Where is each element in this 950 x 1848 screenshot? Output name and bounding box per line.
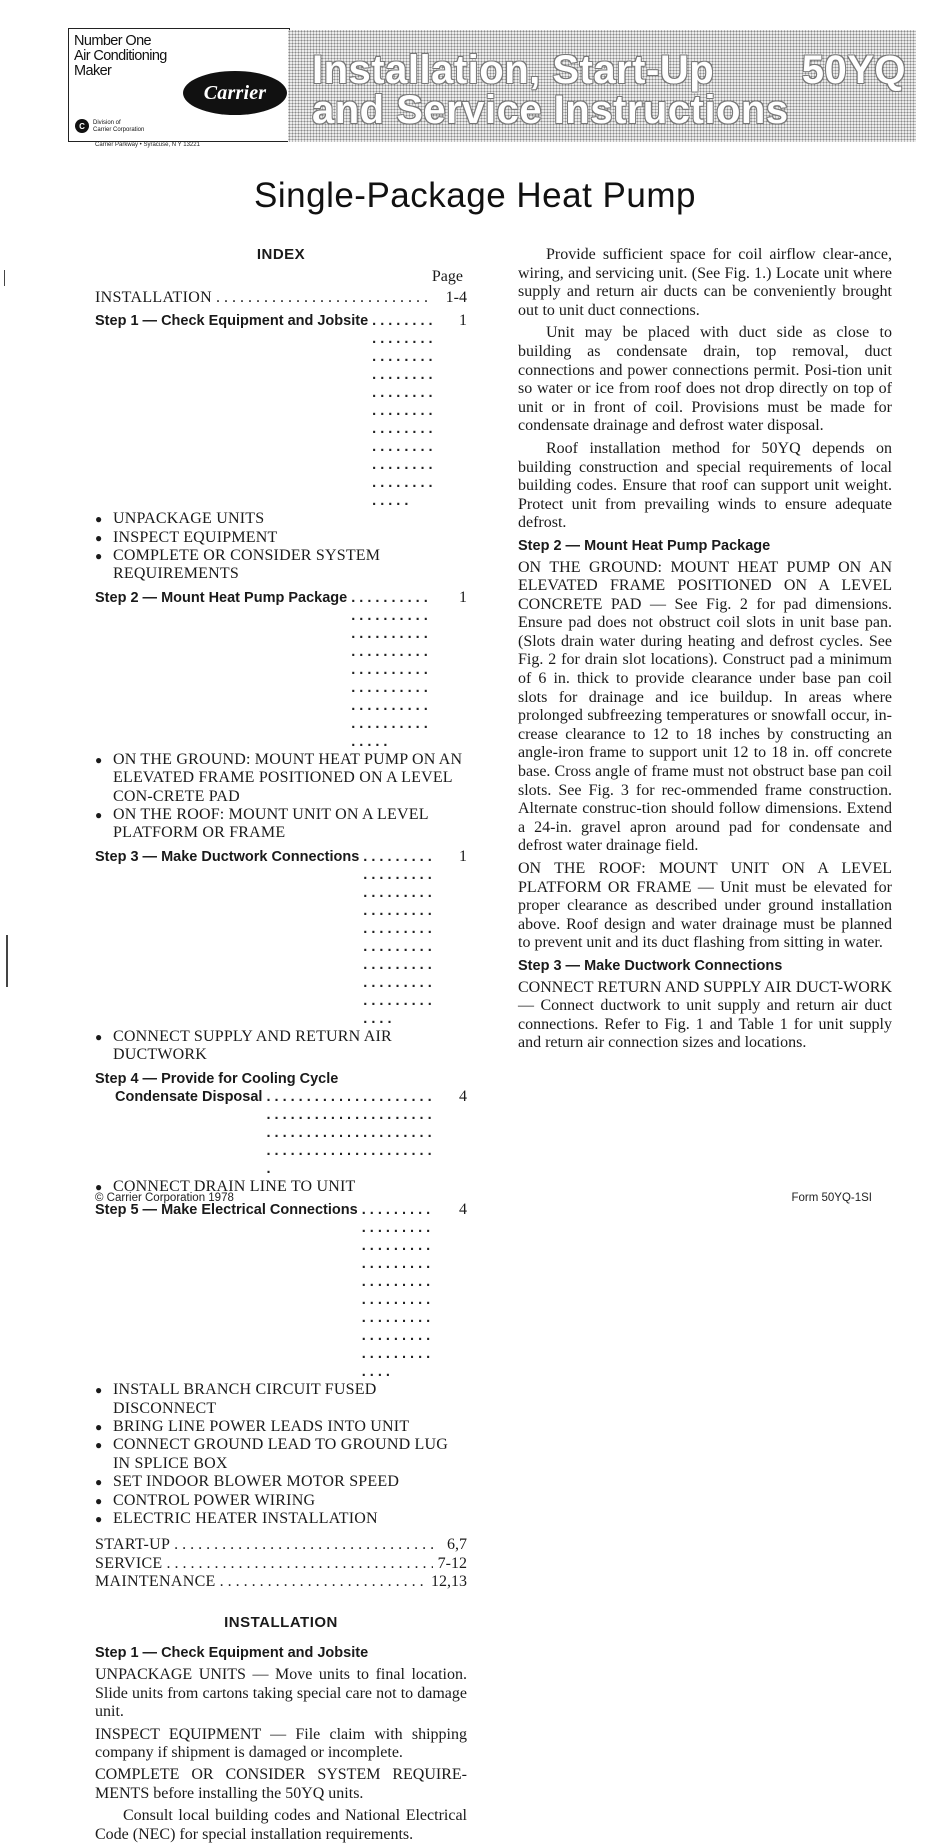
- paragraph-complete: COMPLETE OR CONSIDER SYSTEM REQUIRE-MENTS before installing the 50YQ units.: [95, 1766, 467, 1802]
- list-item: ● SET INDOOR BLOWER MOTOR SPEED: [95, 1473, 467, 1491]
- paragraph-placement: Unit may be placed with duct side as close to building as condensate drain, top removal, duct connections and power connections permit. Posi-tion unit so water or ice from roof does not drop directly on top of unit or in front of coil. Provisions must be made for condensate drainage and defrost water disposal.: [518, 324, 892, 435]
- document-header: [68, 28, 916, 148]
- scan-mark: [6, 935, 8, 987]
- banner-line-1: Installation, Start-Up: [312, 48, 715, 92]
- division-text: Division of Carrier Corporation: [93, 120, 145, 133]
- paragraph-consult: Consult local building codes and National Electrical Code (NEC) for special installation requirements.: [95, 1807, 467, 1843]
- list-item: ● ELECTRIC HEATER INSTALLATION: [95, 1510, 467, 1528]
- toc-step-2-items: [95, 751, 467, 843]
- tagline: Number One Air Conditioning Maker: [74, 33, 167, 79]
- list-item: ● INSTALL BRANCH CIRCUIT FUSED DISCONNECT: [95, 1381, 467, 1418]
- list-item: ● INSPECT EQUIPMENT: [95, 529, 467, 547]
- toc-entry-startup: START-UP . . . 6,7: [95, 1536, 467, 1554]
- paragraph-roof-method: Roof installation method for 50YQ depends on building construction and special requirements of local building codes. Ensure that roof can support unit weight. Protect unit from prevailing winds to ensure adequate defrost.: [518, 439, 892, 532]
- copyright: © Carrier Corporation 1978: [95, 1192, 234, 1204]
- paragraph-unpackage: UNPACKAGE UNITS — Move units to final location. Slide units from cartons taking special care not to damage unit.: [95, 1666, 467, 1721]
- toc-step-4-cont: Condensate Disposal . . . 4: [95, 1088, 467, 1178]
- list-item: ● COMPLETE OR CONSIDER SYSTEM REQUIREMENTS: [95, 547, 467, 584]
- toc-step-2: Step 2 — Mount Heat Pump Package . . . 1: [95, 589, 467, 751]
- toc-bottom-entries: [95, 1536, 467, 1591]
- index-heading: INDEX: [256, 246, 306, 263]
- page-title: Single-Package Heat Pump: [254, 176, 696, 215]
- toc-step-4: Step 4 — Provide for Cooling Cycle: [95, 1070, 339, 1087]
- toc-entry-maintenance: MAINTENANCE . . . 12,13: [95, 1573, 467, 1591]
- toc-step-3: Step 3 — Make Ductwork Connections . . . 1: [95, 848, 467, 1028]
- list-item: ● CONNECT GROUND LEAD TO GROUND LUG IN SPLICE BOX: [95, 1436, 467, 1473]
- step-3-heading: Step 3 — Make Ductwork Connections: [518, 957, 783, 974]
- toc-step-5-items: [95, 1381, 467, 1528]
- installation-heading: INSTALLATION: [224, 1613, 338, 1631]
- page-column-label: Page: [431, 268, 463, 286]
- division-logo-icon: C: [75, 119, 89, 133]
- paragraph-ductwork: CONNECT RETURN AND SUPPLY AIR DUCT-WORK — Connect ductwork to unit supply and return air duct connections. Refer to Fig. 1 and Table 1 for unit supply and return air connection sizes and locations.: [518, 978, 892, 1052]
- right-column: [518, 246, 892, 1057]
- banner-line-2: and Service Instructions: [312, 88, 789, 132]
- title-banner: [288, 30, 916, 142]
- toc-step-1-items: [95, 510, 467, 584]
- list-item: ● ON THE GROUND: MOUNT HEAT PUMP ON AN ELEVATED FRAME POSITIONED ON A LEVEL CON-CRETE PAD: [95, 751, 467, 806]
- paragraph-ground: ON THE GROUND: MOUNT HEAT PUMP ON AN ELEVATED FRAME POSITIONED ON A LEVEL CONCRETE PAD — See Fig. 2 for pad dimensions. Ensure pad does not obstruct coil slots in unit base pan. (Slots drain water during heating and defrost cycles. See Fig. 2 for drain slot locations). Construct pad a minimum of 6 in. thick to provide clearance under base pan coil slots for drainage and ice buildup. In areas where prolonged subfreezing temperatures or snowfall occur, in-crease clearance to 12 to 18 inches by constructing an angle-iron frame to support unit 12 to 18 in. off concrete base. Cross angle of frame must not obstruct base pan coil slots. See Fig. 3 for rec-ommended frame construction. Alternate construc-tion should follow dimensions. Extend a 24-in. gravel apron around pad for condensate and defrost water drainage field.: [518, 558, 892, 855]
- toc-step-3-items: [95, 1028, 467, 1065]
- toc-entry-service: SERVICE . . . 7-12: [95, 1555, 467, 1573]
- paragraph-space: Provide sufficient space for coil airflow clear-ance, wiring, and servicing unit. (See Fig. 1.) Locate unit where supply and return air ducts can be conveniently brought out to unit duct connections.: [518, 246, 892, 319]
- brand-name: Carrier: [203, 81, 267, 104]
- list-item: ● CONNECT DRAIN LINE TO UNIT: [95, 1178, 467, 1196]
- model-number: 50YQ: [801, 48, 906, 92]
- toc-step-5: Step 5 — Make Electrical Connections . . . 4: [95, 1201, 467, 1381]
- paragraph-inspect: INSPECT EQUIPMENT — File claim with shipping company if shipment is damaged or incomplete.: [95, 1725, 467, 1761]
- list-item: ● UNPACKAGE UNITS: [95, 510, 467, 528]
- toc-step-1: Step 1 — Check Equipment and Jobsite . . . 1: [95, 312, 467, 510]
- left-column: [95, 246, 467, 1848]
- toc-entry-installation: INSTALLATION . . . 1-4: [95, 289, 467, 307]
- form-number: Form 50YQ-1SI: [791, 1192, 872, 1204]
- brand-logo: [183, 71, 287, 115]
- company-address: Carrier Parkway • Syracuse, N Y 13221: [95, 142, 200, 148]
- list-item: ● CONTROL POWER WIRING: [95, 1492, 467, 1510]
- logo-box: [68, 28, 290, 148]
- step-1-heading: Step 1 — Check Equipment and Jobsite: [95, 1644, 369, 1661]
- step-2-heading: Step 2 — Mount Heat Pump Package: [518, 537, 771, 554]
- scan-mark: [4, 270, 5, 286]
- list-item: ● ON THE ROOF: MOUNT UNIT ON A LEVEL PLATFORM OR FRAME: [95, 806, 467, 843]
- list-item: ● BRING LINE POWER LEADS INTO UNIT: [95, 1418, 467, 1436]
- list-item: ● CONNECT SUPPLY AND RETURN AIR DUCTWORK: [95, 1028, 467, 1065]
- paragraph-roof: ON THE ROOF: MOUNT UNIT ON A LEVEL PLATFORM OR FRAME — Unit must be elevated for proper clearance as described under ground installation above. Roof design and water drainage must be planned to prevent unit and its duct flashing from sitting in water.: [518, 860, 892, 952]
